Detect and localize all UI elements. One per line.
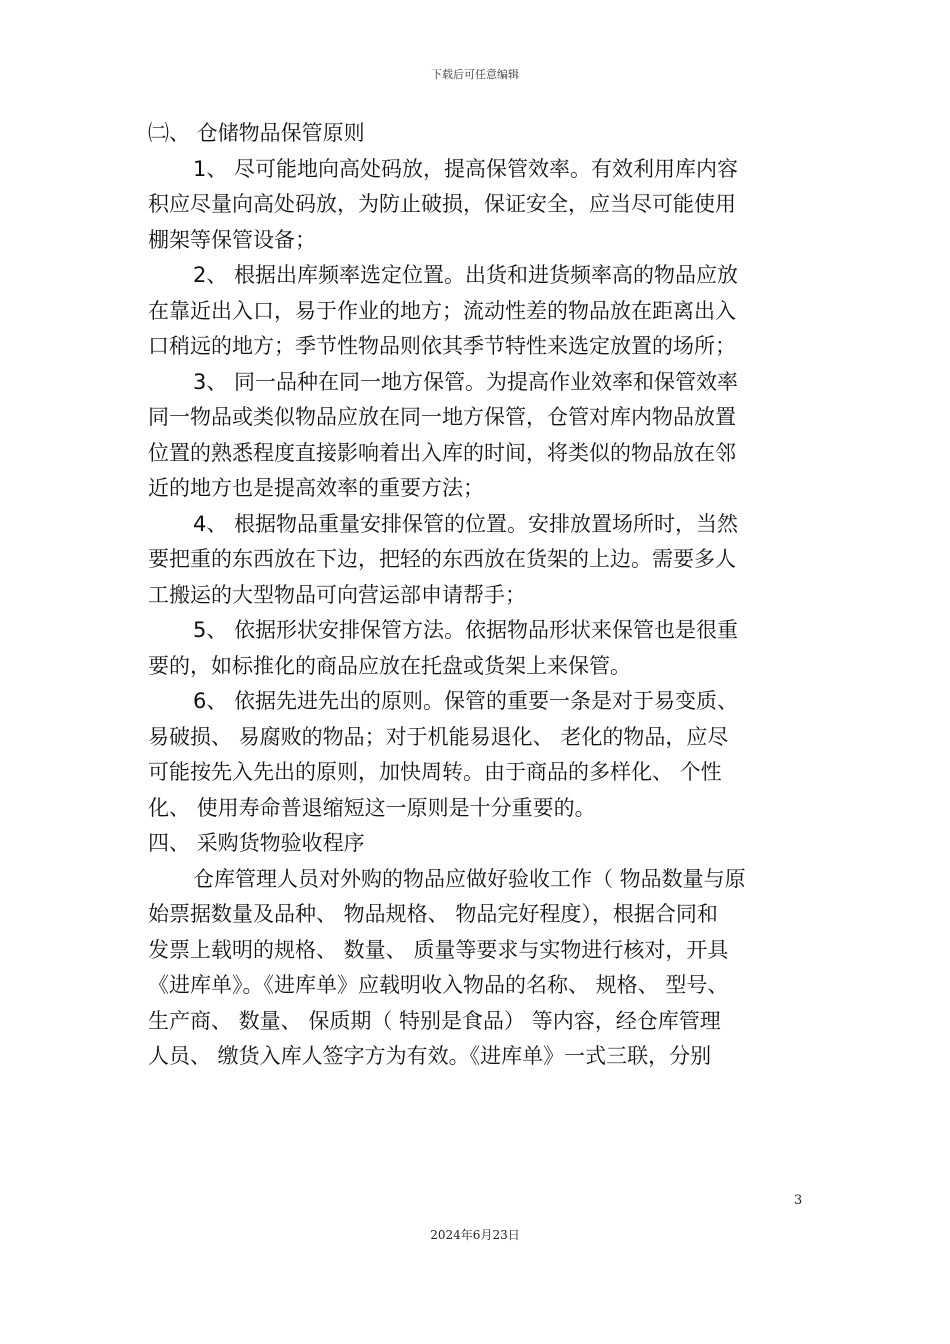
paragraph-line: 1、 尽可能地向高处码放，提高保管效率。有效利用库内容 [193,156,739,181]
paragraph-line: 可能按先入先出的原则，加快周转。由于商品的多样化、 个性 [148,760,722,784]
paragraph-line: 2、 根据出库频率选定位置。出货和进货频率高的物品应放 [193,263,739,287]
page-number: 3 [794,1193,803,1208]
paragraph-line: 近的地方也是提高效率的重要方法； [148,476,484,500]
paragraph-line: 棚架等保管设备； [148,227,316,252]
paragraph-line: 要的，如标推化的商品应放在托盘或货架上来保管。 [148,653,631,678]
paragraph-line: 《进库单》。《进库单》应载明收入物品的名称、 规格、 型号、 [148,973,729,997]
paragraph-line: 在靠近出入口，易于作业的地方；流动性差的物品放在距离出入 [148,298,736,323]
paragraph-line: 5、 依据形状安排保管方法。依据物品形状来保管也是很重 [193,618,739,642]
paragraph-line: 积应尽量向高处码放，为防止破损，保证安全，应当尽可能使用 [148,192,736,216]
paragraph-line: 6、 依据先进先出的原则。保管的重要一条是对于易变质、 [193,689,739,713]
paragraph-line: 化、 使用寿命普退缩短这一原则是十分重要的。 [148,795,596,820]
paragraph-line: 始票据数量及品种、 物品规格、 物品完好程度），根据合同和 [148,902,718,926]
paragraph-line: 要把重的东西放在下边，把轻的东西放在货架的上边。需要多人 [148,547,736,571]
paragraph-line: 同一物品或类似物品应放在同一地方保管，仓管对库内物品放置 [148,405,736,429]
paragraph-line: 工搬运的大型物品可向营运部申请帮手； [148,582,526,607]
paragraph-line: 仓库管理人员对外购的物品应做好验收工作（ 物品数量与原 [193,866,746,891]
section-heading: ㈡、 仓储物品保管原则 [148,121,365,145]
paragraph-line: 发票上载明的规格、 数量、 质量等要求与实物进行核对，开具 [148,937,729,962]
document-body [148,116,818,1075]
section-heading: 四、 采购货物验收程序 [148,831,365,855]
header-note: 下载后可任意编辑 [431,68,519,81]
paragraph-line: 4、 根据物品重量安排保管的位置。安排放置场所时，当然 [193,511,739,536]
paragraph-line: 口稍远的地方；季节性物品则依其季节特性来选定放置的场所； [148,334,736,358]
paragraph-line: 3、 同一品种在同一地方保管。为提高作业效率和保管效率 [193,369,739,394]
paragraph-line: 易破损、 易腐败的物品；对于机能易退化、 老化的物品，应尽 [148,724,729,749]
paragraph-line: 人员、 缴货入库人签字方为有效。《进库单》一式三联，分别 [148,1044,712,1068]
paragraph-line: 生产商、 数量、 保质期（ 特别是食品） 等内容，经仓库管理 [148,1008,721,1033]
paragraph-line: 位置的熟悉程度直接影响着出入库的时间，将类似的物品放在邻 [148,440,736,465]
footer-date: 2024年6月23日 [430,1228,520,1242]
